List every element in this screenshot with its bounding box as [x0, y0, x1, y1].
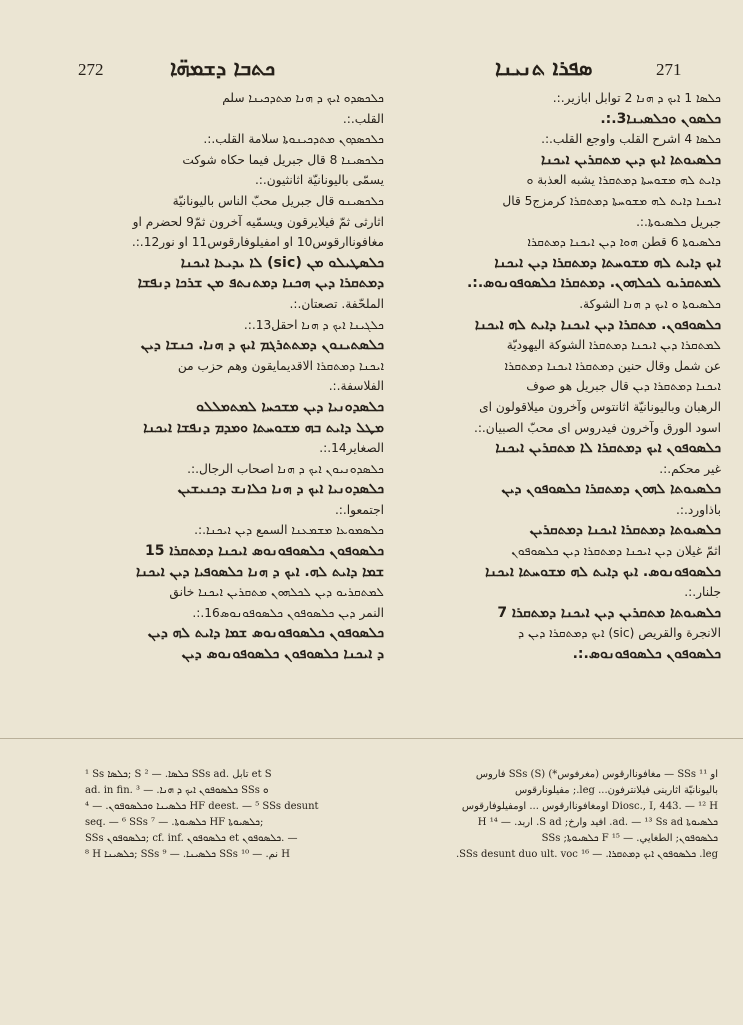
text-line: الملحّفة. تصعتان.:. [289, 296, 384, 311]
text-line: ܟܠܟܣܕܘܢ ܡܬܕܟܝܢܘܬܐ سلامة القلب.:. [203, 132, 384, 147]
text-line: ܟܠܣܘܦܘܢ ܐܝܟ ܕܡܬܩܪܐ ܠܐ ܡܬܩܪܝܢ ܐܝܟܢܐ [495, 440, 721, 457]
text-line: النمر ܕܝܢ ܟܠܣܘܦܘܢ ܟܠܣܘܦܘܢܘܣ16.:. [192, 605, 384, 620]
footnote-line: ⁸ H ܟܠܣܝܢܐ; SSs ܟܠܣܝܢܐ. — ⁹ SSs نم. — ¹⁰ H [85, 849, 290, 860]
text-line: ܟܠܣܘܦܘܢ ܟܠܣܘܦܘܢܘܣ ܫܡܐ ܕܐܝܬ ܠܗ ܕܝܢ [147, 625, 384, 642]
text-line: يسمّى باليونانيّة اثانثيون.:. [254, 173, 384, 188]
text-line: باذاورد.:. [676, 502, 721, 517]
text-line: ܟܠܣܝܘܬܐ ܐܝܟ ܕܝܢ ܡܬܩܪܝܢ ܐܝܟܢܐ [540, 151, 721, 168]
footnote-line: ¹ Ss ܟܠܣܐ; S ܟܠܣܐ. — ² SSs ad. تابل et S [85, 769, 272, 780]
footnote-line: Diosc., I, 443. — ¹² H اومغافوناارقوس ... اومفيلوفارقوس [461, 801, 718, 812]
text-line: ܟܠܣܝܘܬܐ ܡܬܩܪܝܢ ܕܝܢ ܐܝܟܢܐ ܕܡܬܩܪܐ 7 [497, 604, 721, 621]
text-line: الرهبان وباليونانيّة اثانتوس وآخرون ميلاقولون اى [479, 399, 721, 414]
text-line: ܟܠܣܘܦܘܢ ܟܠܣܘܦܘܢܘܣ.:. [572, 646, 721, 663]
text-line: ܡܛܠ ܕܐܝܬ ܒܗ ܡܫܘܚܬܐ ܘܡܕܡ ܕܢܦܫܐ ܐܝܟܢܐ [143, 419, 384, 436]
left-column-text [78, 88, 384, 665]
text-line: ܟܠܣܡܘܥܐ ܡܫܡܥܢܐ السمع ܕܝܢ ܐܝܟܢܐ.:. [194, 523, 384, 538]
text-line: ܟܠܣܘܦܘܢܘܣ. ܐܝܟ ܕܐܝܬ ܠܗ ܡܫܘܚܬܐ ܐܝܟܢܐ [485, 563, 721, 580]
footnote-line: ܟܠܣܝܘܬܐ ad. — ¹³ Ss ad. افيد وارخ; S ad. اربد. — ¹⁴ H [477, 817, 718, 828]
text-line: اجتمعوا.:. [334, 502, 384, 517]
text-line: ܟܠܣܕܘܢܝܐ ܐܝܟ ܕ ܗܢܐ ܟܠܐܢܫ ܕܟܢܝܫܝܢ [177, 481, 384, 498]
text-line: الانجرة والقريص (sic) ܐܝܟ ܕܡܬܩܪܐ ܕܝܢ ܕ [518, 626, 721, 641]
page-number-left: 272 [78, 60, 104, 79]
text-line: ܠܡܬܩܪܝܘ ܠܟܠܗܘܢ. ܕܡܬܩܪܐ ܟܠܣܘܦܘܢܘܣ.:. [466, 275, 721, 292]
text-line: ܟܠܣܘܦܘܢ ܟܠܣܘܦܘܢܘܣ ܐܝܟܢܐ ܕܡܬܩܪܐ 15 [145, 543, 384, 560]
footnote-line: ܟܠܣܘܦܘܢ; الطغايي. — ¹⁵ F ܟܠܣܝܘܬܐ; SSs [541, 833, 718, 844]
text-line: ܟܠܣܝܘܬܐ ܕܡܬܩܪܐ ܐܝܟܢܐ ܕܡܬܩܪܝܢ [529, 522, 721, 539]
text-line: ܟܠܣܝܘܬܐ ܠܗܘܢ ܕܡܬܩܪܐ ܟܠܣܘܦܘܢ ܕܝܢ [501, 481, 721, 498]
text-line: ܐܝܟܢܐ ܕܐܝܬ ܠܗ ܡܫܘܚܬܐ ܕܡܬܩܪܐ كرمزج5 قال [502, 193, 721, 208]
text-line: ܫܡܐ ܕܐܝܬ ܠܗ. ܐܝܟ ܕ ܗܢܐ ܟܠܣܘܦܝܐ ܕܝܢ ܐܝܟܢܐ [136, 563, 384, 580]
text-line: ܟܠܣܐ 1 ܐܝܟ ܕ ܗܢܐ 2 توابل ابازير.:. [552, 91, 721, 105]
page-number-right: 271 [656, 60, 682, 79]
text-line: ܕܡܬܩܪܐ ܕܝܢ ܗܟܢܐ ܕܡܬܢܬܦ ܡܢ ܫܪܟܐ ܕܢܦܫܐ [137, 275, 384, 292]
text-line: ܐܝܟܢܐ ܕܡܬܩܪܐ الاقديمايقون وهم حزب من [177, 358, 384, 373]
text-line: الصغاير14.:. [319, 441, 384, 456]
text-line: عن شمل وقال حنين ܕܡܬܩܪܐ ܐܝܟܢܐ ܕܡܬܩܪܐ [504, 358, 721, 373]
text-line: ܟܠܣܝܘܬܐ 6 قطن ܗܘܐ ܕܝܢ ܐܝܟܢܐ ܕܡܬܩܪܐ [527, 235, 721, 250]
text-line: غير محكم.:. [659, 461, 721, 476]
footnote-line: seq. — ⁶ SSs ܟܠܣܝܘܬܐ. — ⁷ HF ܟܠܣܝܘܬܐ; [85, 817, 264, 828]
text-line: ܐܝܟ ܕܐܝܬ ܠܗ ܡܫܘܚܬܐ ܕܡܬܩܪܐ ܕܝܢ ܐܝܟܢܐ [494, 254, 721, 271]
footnote-line: ܟܠܣܝܢܐ ܘܟܠܣܘܦܘܢ. — ⁴ HF deest. — ⁵ SSs desunt [85, 801, 319, 812]
text-line: ܕܐܝܬ ܠܗ ܡܫܘܚܬܐ ܕܡܬܩܪܐ يشبه العذبة ܘ [526, 173, 721, 188]
text-line: القلب.:. [342, 111, 384, 126]
footnote-line: ad. in fin. ܟܠܣܘܦܘܢ ܐܝܟ ܕ ܗܢܐ. — ³ SSs ܘ [85, 785, 269, 796]
text-line: اثارثى ثمّ فيلايرقون ويسمّيه آخرون ثمّ9 لحضرم او [132, 214, 384, 229]
footnote-line: او SSs ¹¹ — مغافوناارقوس (مغرفوس*) SSs (S) فاروس [475, 769, 718, 780]
text-line: ܟܠܣܘܦܘܢ. ܡܬܩܪܐ ܕܝܢ ܐܝܟܢܐ ܕܐܝܬ ܠܗ ܐܝܟܢܐ [474, 316, 721, 333]
text-line: ܠܡܬܩܪܝܘ ܕܝܢ ܠܟܠܗܘܢ ܡܬܩܪܝܢ ܐܝܟܢܐ خانق [169, 585, 384, 600]
text-line: اثمّ غيلان ܕܝܢ ܐܝܟܢܐ ܕܡܬܩܪܐ ܕܝܢ ܟܠܣܘܦܘܢ [511, 544, 721, 559]
footnote-line: باليونانيّة اثارينى فيلانترفون... leg.; مفيلونارقوس [514, 785, 718, 796]
text-line: اسود الورق وآخرون فيدروس اى محبّ الصبيان.:. [473, 420, 721, 435]
text-line: ܟܠܣܕܘܢܝܘܢ ܐܝܟ ܕ ܗܢܐ اصحاب الرجال.:. [187, 461, 384, 476]
text-line: ܟܠܓܝܢܐ ܐܝܟ ܕ ܗܢܐ احقل13.:. [243, 317, 384, 332]
footnotes-right [418, 767, 718, 863]
text-line: ܟܠܣܘܢ ܘܟܠܣܝܢܐ3.:. [600, 110, 721, 127]
running-head-left: ܟܬܒܐ ܕܫܡܗ̈ܐ [170, 56, 276, 80]
text-line: ܟܠܟܣܕܘ ܐܝܟ ܕ ܗܢܐ ܡܬܕܟܝܢܐ سلم [222, 91, 384, 105]
text-line: ܠܡܬܩܪܐ ܕܝܢ ܐܝܟܢܐ ܕܡܬܩܪܐ الشوكة اليهوديّة [506, 338, 721, 353]
text-line: ܟܠܣܬܝܢܘܢ ܕܡܬܬܪܓܡ ܐܝܟ ܕ ܗܢܐ. ܟܢܫܐ ܕܝܢ [140, 337, 384, 354]
right-column-text [415, 88, 721, 665]
text-line: ܟܠܟܣܝܢܘ قال جبريل محبّ الناس باليونانيّة [172, 193, 384, 208]
text-line: ܕ ܐܝܟܢܐ ܟܠܣܘܦܘܢ ܟܠܣܘܦܘܢܘܣ ܕܝܢ [181, 646, 384, 663]
text-line: مغافوناارقوس10 او امفيلوفارقوس11 او نور12.:. [131, 235, 384, 250]
text-line: ܟܠܟܣܝܢܐ 8 قال جبريل فيما حكاه شوكت [182, 152, 384, 167]
text-line: ܟܠܣܐ 4 اشرح القلب واوجع القلب.:. [541, 132, 721, 147]
footnote-line: SSs ܟܠܣܘܦܘܢ; cf. inf. ܟܠܣܘܦܘܢ et ܟܠܣܘܦܘܢ. — [85, 833, 298, 844]
text-line: جبريل ܟܠܣܝܘܬܐ.:. [636, 214, 721, 229]
footnotes-left [85, 767, 385, 863]
running-head-right: ܣܦܪܐ ܬܢܝܢܐ [495, 56, 593, 80]
text-line: جلنار.:. [684, 585, 721, 600]
text-line: ܟܠܣܕܘܢܝܐ ܕܝܢ ܡܫܟܚܐ ܠܡܬܡܠܠܘ [196, 398, 384, 415]
text-line: ܐܝܟܢܐ ܕܡܬܩܪܐ ܕܝܢ قال جبريل هو صوف [526, 379, 721, 394]
text-line: ܟܠܣܝܘܬܐ ܘ ܐܝܟ ܕ ܗܢܐ الشوكة. [579, 296, 721, 311]
footnote-line: leg. ܟܠܣܘܦܘܢ ܐܝܟ ܕܡܬܩܪܐ. — ¹⁶ SSs desunt duo ult. voc. [455, 849, 718, 860]
text-line: الفلاسفة.:. [328, 379, 384, 394]
text-line: ܟܠܣܛܝܠܘ ܡܢ (sic) ܠܐ ܝܕܝܥܐ ܐܝܟܢܐ [180, 254, 384, 271]
footnote-divider [0, 738, 743, 739]
